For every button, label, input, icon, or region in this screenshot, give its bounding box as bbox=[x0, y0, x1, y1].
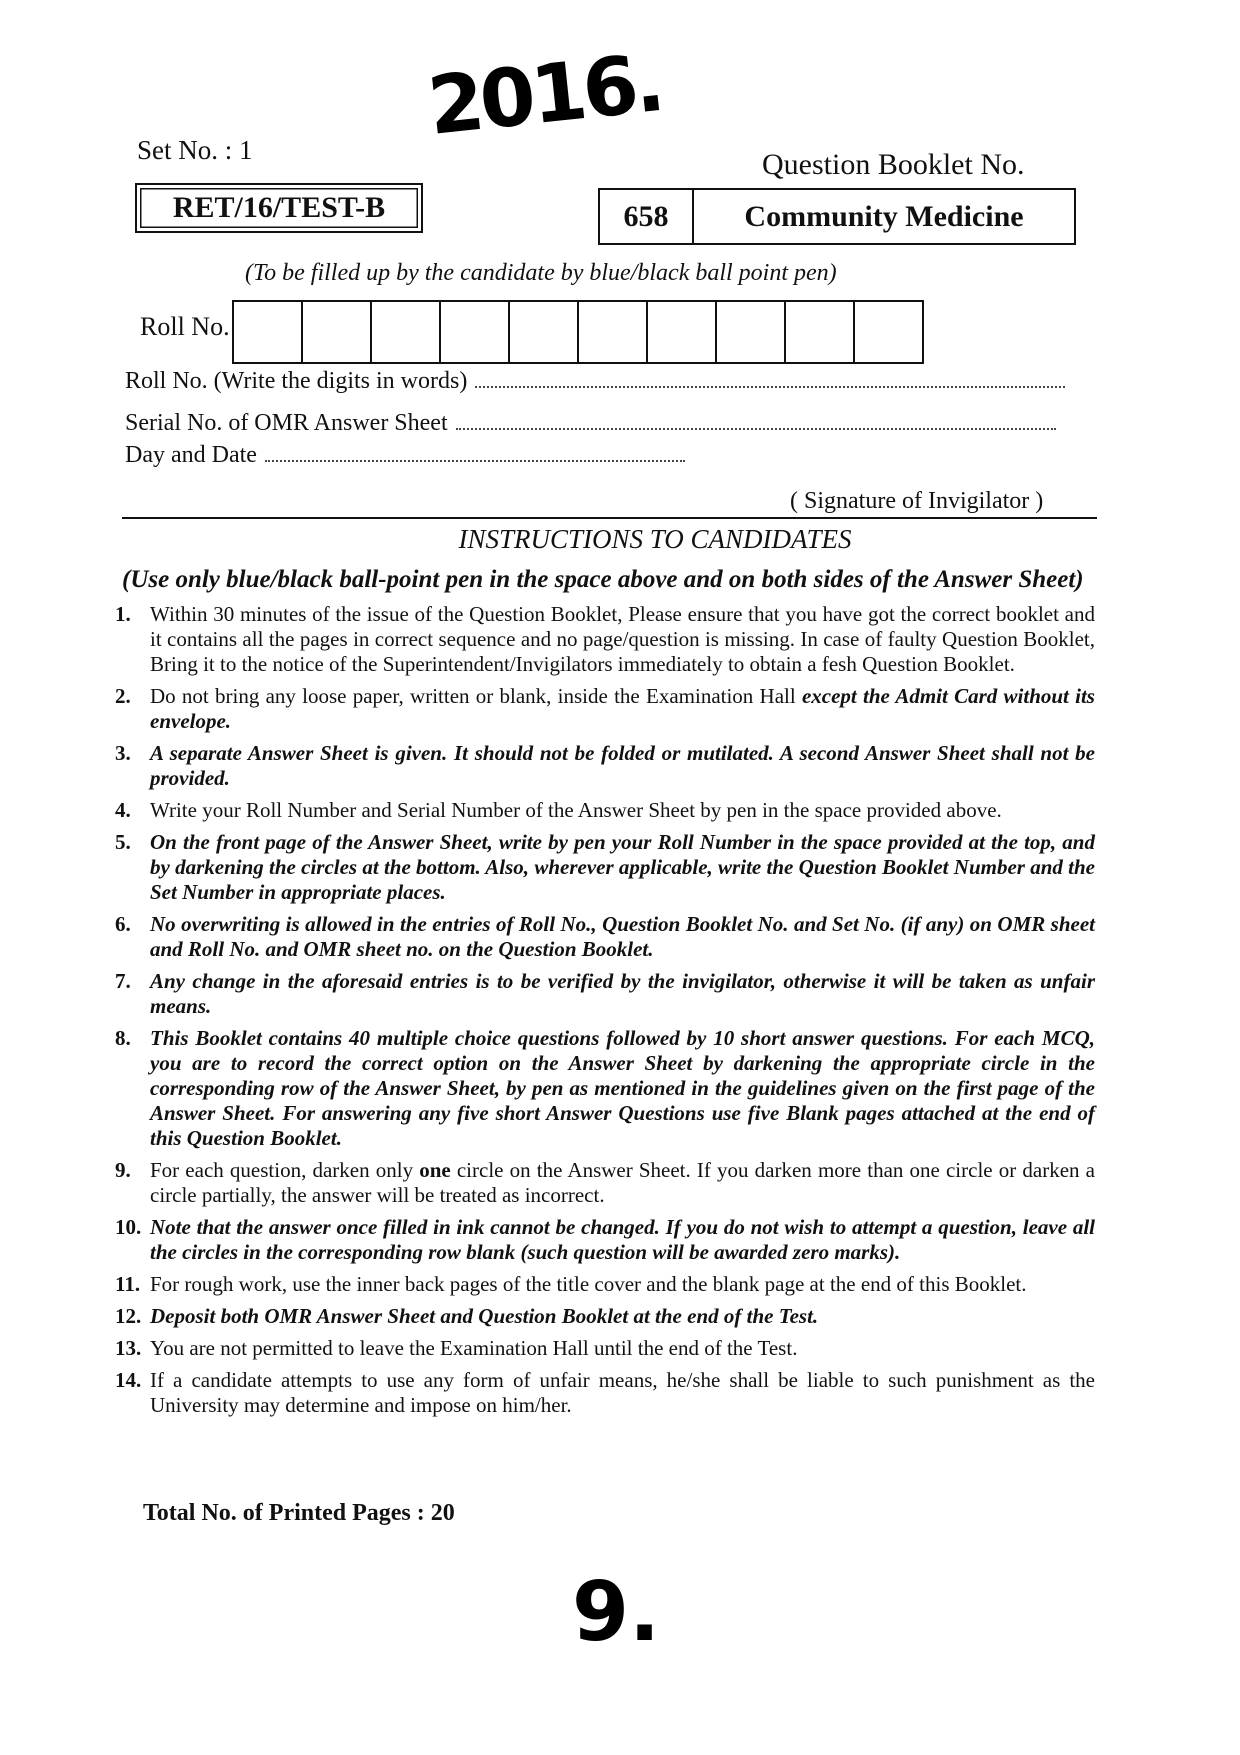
item-number: 3. bbox=[115, 741, 131, 765]
invigilator-signature-label: ( Signature of Invigilator ) bbox=[790, 488, 1044, 514]
day-date-label: Day and Date bbox=[125, 442, 257, 468]
item-number: 6. bbox=[115, 912, 131, 936]
item-text: For rough work, use the inner back pages of the title cover and the blank page at the end of this Booklet. bbox=[150, 1272, 1027, 1296]
item-text bbox=[150, 684, 1095, 734]
instructions-subheading: (Use only blue/black ball-point pen in the space above and on both sides of the Answer Sheet) bbox=[122, 566, 1084, 593]
item-number: 8. bbox=[115, 1026, 131, 1050]
roll-number-boxes[interactable] bbox=[232, 300, 924, 364]
omr-serial-field bbox=[125, 410, 1056, 437]
item-text: Deposit both OMR Answer Sheet and Question Booklet at the end of the Test. bbox=[150, 1304, 819, 1328]
roll-number-label: Roll No. bbox=[140, 312, 230, 341]
item-text: If a candidate attempts to use any form of unfair means, he/she shall be liable to such punishment as the University may determine and impose on him/her. bbox=[150, 1368, 1095, 1417]
item-number: 7. bbox=[115, 969, 131, 993]
subject-name: Community Medicine bbox=[744, 200, 1024, 233]
item-text: Any change in the aforesaid entries is to be verified by the invigilator, otherwise it will be taken as unfair means. bbox=[150, 969, 1095, 1018]
booklet-box bbox=[598, 188, 1076, 245]
roll-digit-box[interactable] bbox=[510, 302, 579, 362]
list-item bbox=[115, 798, 1095, 823]
roll-digit-box[interactable] bbox=[717, 302, 786, 362]
booklet-number: 658 bbox=[600, 190, 694, 243]
item-number: 12. bbox=[115, 1304, 142, 1328]
list-item bbox=[115, 830, 1095, 905]
handwritten-year: 2016. bbox=[423, 36, 666, 153]
test-code-box: RET/16/TEST-B bbox=[135, 183, 423, 233]
list-item bbox=[115, 1336, 1095, 1361]
item-text: On the front page of the Answer Sheet, write by pen your Roll Number in the space provided at the top, and by darkening the circles at the bottom. Also, wherever applicable, write the Question Booklet Number and the Set Number in appropriate places. bbox=[150, 830, 1095, 904]
list-item bbox=[115, 684, 1095, 734]
roll-digit-box[interactable] bbox=[855, 302, 922, 362]
list-item bbox=[115, 1158, 1095, 1208]
item-number: 10. bbox=[115, 1215, 142, 1239]
omr-serial-input-line[interactable] bbox=[456, 427, 1056, 430]
item-number: 4. bbox=[115, 798, 131, 822]
item-text-plain: Do not bring any loose paper, written or blank, inside the Examination Hall bbox=[150, 684, 802, 708]
item-text: No overwriting is allowed in the entries of Roll No., Question Booklet No. and Set No. (if any) on OMR sheet and Roll No. and OMR sheet no. on the Question Booklet. bbox=[150, 912, 1095, 961]
list-item bbox=[115, 1215, 1095, 1265]
item-text: You are not permitted to leave the Examination Hall until the end of the Test. bbox=[150, 1336, 798, 1360]
fill-note: (To be filled up by the candidate by blue/black ball point pen) bbox=[245, 260, 837, 286]
roll-digit-box[interactable] bbox=[441, 302, 510, 362]
set-number: Set No. : 1 bbox=[137, 135, 253, 165]
item-number: 14. bbox=[115, 1368, 142, 1392]
roll-digit-box[interactable] bbox=[579, 302, 648, 362]
roll-words-field bbox=[125, 368, 1065, 395]
roll-words-label: Roll No. (Write the digits in words) bbox=[125, 368, 468, 394]
item-number: 11. bbox=[115, 1272, 141, 1296]
item-number: 9. bbox=[115, 1158, 131, 1182]
item-text-bold: one bbox=[419, 1158, 451, 1182]
item-text bbox=[150, 1158, 1095, 1208]
list-item bbox=[115, 1368, 1095, 1418]
item-number: 13. bbox=[115, 1336, 142, 1360]
day-date-input-line[interactable] bbox=[265, 459, 685, 462]
list-item bbox=[115, 969, 1095, 1019]
roll-digit-box[interactable] bbox=[648, 302, 717, 362]
list-item bbox=[115, 602, 1095, 677]
item-text-plain: circle on the Answer Sheet. If you darken more than one circle or darken a circle partially, the answer will be treated as incorrect. bbox=[150, 1158, 1095, 1207]
list-item bbox=[115, 1272, 1095, 1297]
item-text-emphasis: except the Admit Card without its envelope. bbox=[150, 684, 1095, 733]
item-text: Within 30 minutes of the issue of the Question Booklet, Please ensure that you have got the correct booklet and it contains all the pages in correct sequence and no page/question is missing. In case of faulty Question Booklet, Bring it to the notice of the Superintendent/Invigilators immediately to obtain a fesh Question Booklet. bbox=[150, 602, 1095, 676]
item-text: Write your Roll Number and Serial Number of the Answer Sheet by pen in the space provided above. bbox=[150, 798, 1002, 822]
roll-words-input-line[interactable] bbox=[475, 385, 1065, 388]
roll-digit-box[interactable] bbox=[303, 302, 372, 362]
booklet-number-label: Question Booklet No. bbox=[762, 148, 1025, 181]
instructions-heading: INSTRUCTIONS TO CANDIDATES bbox=[458, 524, 852, 554]
roll-digit-box[interactable] bbox=[786, 302, 855, 362]
list-item bbox=[115, 1026, 1095, 1151]
divider bbox=[122, 517, 1097, 519]
list-item bbox=[115, 1304, 1095, 1329]
item-text: This Booklet contains 40 multiple choice questions followed by 10 short answer questions. For each MCQ, you are to record the correct option on the Answer Sheet by darkening the appropriate circle in the corresponding row of the Answer Sheet, by pen as mentioned in the guidelines given on the first page of the Answer Sheet. For answering any five short Answer Questions use five Blank pages attached at the end of this Question Booklet. bbox=[150, 1026, 1095, 1150]
list-item bbox=[115, 912, 1095, 962]
item-text: Note that the answer once filled in ink cannot be changed. If you do not wish to attempt a question, leave all the circles in the corresponding row blank (such question will be awarded zero marks). bbox=[150, 1215, 1095, 1264]
item-number: 1. bbox=[115, 602, 131, 626]
item-number: 2. bbox=[115, 684, 131, 708]
instructions-list bbox=[115, 602, 1095, 1425]
total-printed-pages: Total No. of Printed Pages : 20 bbox=[143, 1500, 455, 1526]
handwritten-note: 9. bbox=[572, 1565, 661, 1660]
omr-serial-label: Serial No. of OMR Answer Sheet bbox=[125, 410, 448, 436]
list-item bbox=[115, 741, 1095, 791]
day-date-field bbox=[125, 442, 685, 469]
item-number: 5. bbox=[115, 830, 131, 854]
roll-digit-box[interactable] bbox=[234, 302, 303, 362]
item-text-plain: For each question, darken only bbox=[150, 1158, 420, 1182]
item-text: A separate Answer Sheet is given. It should not be folded or mutilated. A second Answer Sheet shall not be provided. bbox=[150, 741, 1095, 790]
roll-digit-box[interactable] bbox=[372, 302, 441, 362]
